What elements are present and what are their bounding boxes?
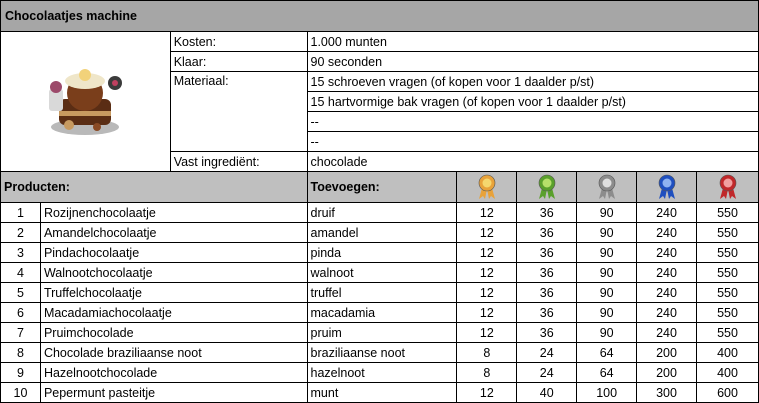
materiaal-item: -- <box>307 112 759 132</box>
product-name: Hazelnootchocolade <box>40 363 307 383</box>
medal-value: 550 <box>697 283 759 303</box>
medal-value: 90 <box>577 323 637 343</box>
medal-value: 12 <box>457 383 517 403</box>
medal-value: 400 <box>697 363 759 383</box>
medal-value: 90 <box>577 223 637 243</box>
row-number: 7 <box>1 323 41 343</box>
ingredient-name: hazelnoot <box>307 363 457 383</box>
medal-value: 40 <box>517 383 577 403</box>
klaar-value: 90 seconden <box>307 52 759 72</box>
toevoegen-header: Toevoegen: <box>307 172 457 203</box>
row-number: 4 <box>1 263 41 283</box>
row-number: 8 <box>1 343 41 363</box>
medal-header <box>637 172 697 203</box>
kosten-label: Kosten: <box>170 32 307 52</box>
medal-value: 200 <box>637 343 697 363</box>
ingredient-name: druif <box>307 203 457 223</box>
table-row <box>1 263 759 283</box>
medal-header <box>577 172 637 203</box>
medal-value: 36 <box>517 303 577 323</box>
materiaal-item: 15 hartvormige bak vragen (of kopen voor 1 daalder p/st) <box>307 92 759 112</box>
product-name: Chocolade braziliaanse noot <box>40 343 307 363</box>
row-number: 6 <box>1 303 41 323</box>
medal-value: 12 <box>457 263 517 283</box>
row-number: 10 <box>1 383 41 403</box>
medal-value: 8 <box>457 363 517 383</box>
ingredient-name: amandel <box>307 223 457 243</box>
medal-value: 400 <box>697 343 759 363</box>
medal-value: 550 <box>697 203 759 223</box>
medal-value: 8 <box>457 343 517 363</box>
medal-value: 24 <box>517 363 577 383</box>
product-name: Pepermunt pasteitje <box>40 383 307 403</box>
ingredient-name: pruim <box>307 323 457 343</box>
medal-value: 36 <box>517 263 577 283</box>
medal-value: 550 <box>697 303 759 323</box>
vast-ingredient-value: chocolade <box>307 152 759 172</box>
medal-value: 36 <box>517 203 577 223</box>
medal-value: 90 <box>577 243 637 263</box>
medal-value: 12 <box>457 323 517 343</box>
red-medal-icon <box>717 174 739 200</box>
medal-value: 240 <box>637 263 697 283</box>
medal-value: 36 <box>517 223 577 243</box>
table-row <box>1 363 759 383</box>
bronze-medal-icon <box>476 174 498 200</box>
medal-value: 12 <box>457 203 517 223</box>
vast-ingredient-label: Vast ingrediënt: <box>170 152 307 172</box>
medal-value: 90 <box>577 303 637 323</box>
medal-value: 600 <box>697 383 759 403</box>
medal-value: 550 <box>697 323 759 343</box>
product-name: Macadamiachocolaatje <box>40 303 307 323</box>
chocolate-machine-icon <box>37 59 133 139</box>
table-row <box>1 243 759 263</box>
silver-medal-icon <box>596 174 618 200</box>
medal-value: 12 <box>457 223 517 243</box>
medal-value: 64 <box>577 363 637 383</box>
medal-value: 36 <box>517 243 577 263</box>
medal-value: 240 <box>637 243 697 263</box>
medal-value: 240 <box>637 303 697 323</box>
materiaal-item: 15 schroeven vragen (of kopen voor 1 daalder p/st) <box>307 72 759 92</box>
machine-image <box>1 32 171 172</box>
klaar-label: Klaar: <box>170 52 307 72</box>
table-row <box>1 203 759 223</box>
medal-value: 90 <box>577 203 637 223</box>
row-number: 9 <box>1 363 41 383</box>
ingredient-name: macadamia <box>307 303 457 323</box>
product-name: Rozijnenchocolaatje <box>40 203 307 223</box>
product-name: Amandelchocolaatje <box>40 223 307 243</box>
materiaal-label: Materiaal: <box>170 72 307 152</box>
product-name: Pindachocolaatje <box>40 243 307 263</box>
ingredient-name: truffel <box>307 283 457 303</box>
row-number: 2 <box>1 223 41 243</box>
blue-medal-icon <box>656 174 678 200</box>
row-number: 3 <box>1 243 41 263</box>
medal-header <box>517 172 577 203</box>
product-name: Truffelchocolaatje <box>40 283 307 303</box>
product-name: Pruimchocolade <box>40 323 307 343</box>
medal-value: 90 <box>577 283 637 303</box>
table-row <box>1 323 759 343</box>
medal-value: 240 <box>637 283 697 303</box>
materiaal-item: -- <box>307 132 759 152</box>
medal-value: 12 <box>457 243 517 263</box>
medal-value: 300 <box>637 383 697 403</box>
row-number: 1 <box>1 203 41 223</box>
table-row <box>1 343 759 363</box>
medal-value: 550 <box>697 223 759 243</box>
medal-value: 100 <box>577 383 637 403</box>
page-title: Chocolaatjes machine <box>1 1 759 32</box>
medal-value: 240 <box>637 203 697 223</box>
medal-value: 24 <box>517 343 577 363</box>
medal-header <box>697 172 759 203</box>
table-row <box>1 283 759 303</box>
medal-header <box>457 172 517 203</box>
medal-value: 550 <box>697 243 759 263</box>
table-row <box>1 223 759 243</box>
medal-value: 240 <box>637 323 697 343</box>
medal-value: 200 <box>637 363 697 383</box>
medal-value: 64 <box>577 343 637 363</box>
kosten-value: 1.000 munten <box>307 32 759 52</box>
ingredient-name: munt <box>307 383 457 403</box>
medal-value: 12 <box>457 303 517 323</box>
table-row <box>1 383 759 403</box>
green-medal-icon <box>536 174 558 200</box>
producten-header: Producten: <box>1 172 308 203</box>
medal-value: 90 <box>577 263 637 283</box>
ingredient-name: walnoot <box>307 263 457 283</box>
medal-value: 550 <box>697 263 759 283</box>
row-number: 5 <box>1 283 41 303</box>
product-name: Walnootchocolaatje <box>40 263 307 283</box>
medal-value: 12 <box>457 283 517 303</box>
medal-value: 240 <box>637 223 697 243</box>
table-row <box>1 303 759 323</box>
ingredient-name: pinda <box>307 243 457 263</box>
ingredient-name: braziliaanse noot <box>307 343 457 363</box>
medal-value: 36 <box>517 323 577 343</box>
medal-value: 36 <box>517 283 577 303</box>
